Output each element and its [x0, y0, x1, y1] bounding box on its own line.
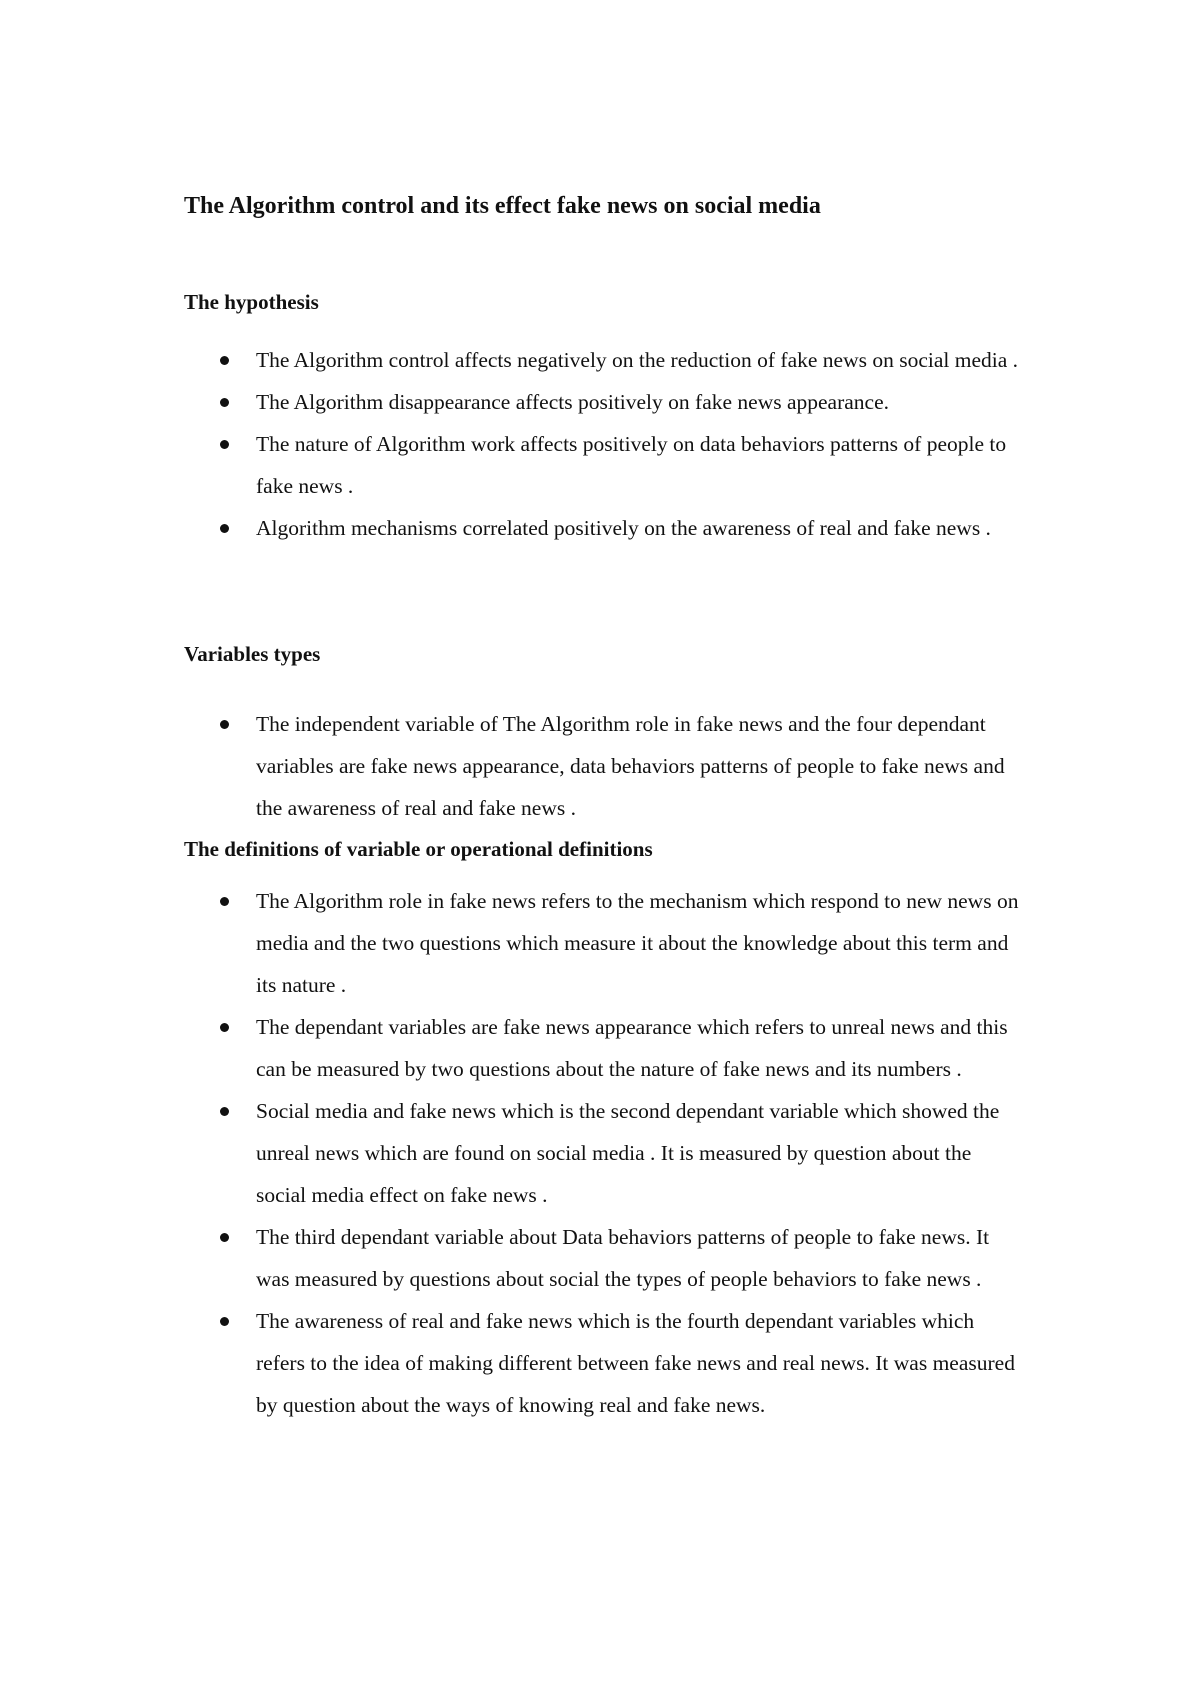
definitions-list	[0, 880, 1026, 1426]
list-item-text: The Algorithm control affects negatively on the reduction of fake news on social media .	[256, 348, 1019, 372]
bullet-icon	[220, 1233, 229, 1242]
list-item	[0, 1216, 1026, 1300]
bullet-icon	[220, 1107, 229, 1116]
document-title: The Algorithm control and its effect fake news on social media	[184, 193, 821, 219]
bullet-icon	[220, 440, 229, 449]
list-item-text: The Algorithm role in fake news refers to the mechanism which respond to new news on media and the two questions which measure it about the knowledge about this term and its nature .	[256, 889, 1019, 997]
list-item	[0, 880, 1026, 1006]
bullet-icon	[220, 897, 229, 906]
list-item-text: The third dependant variable about Data behaviors patterns of people to fake news. It was measured by questions about social the types of people behaviors to fake news .	[256, 1225, 990, 1291]
list-item	[0, 423, 1026, 507]
list-item	[0, 381, 1026, 423]
bullet-icon	[220, 720, 229, 729]
section-heading-hypothesis: The hypothesis	[184, 290, 319, 314]
list-item-text: The nature of Algorithm work affects positively on data behaviors patterns of people to fake news .	[256, 432, 1007, 498]
list-item-text: The awareness of real and fake news which is the fourth dependant variables which refers to the idea of making different between fake news and real news. It was measured by question about the ways of knowing real and fake news.	[256, 1309, 1015, 1417]
list-item-text: The Algorithm disappearance affects positively on fake news appearance.	[256, 390, 890, 414]
list-item	[0, 1090, 1026, 1216]
list-item	[0, 339, 1026, 381]
list-item	[0, 1006, 1026, 1090]
list-item	[0, 1300, 1026, 1426]
bullet-icon	[220, 1023, 229, 1032]
bullet-icon	[220, 1317, 229, 1326]
list-item	[0, 703, 1026, 829]
section-heading-variables-types: Variables types	[184, 642, 321, 666]
hypothesis-list	[0, 339, 1026, 549]
list-item-text: Algorithm mechanisms correlated positively on the awareness of real and fake news .	[256, 516, 991, 540]
list-item-text: The independent variable of The Algorithm role in fake news and the four dependant variables are fake news appearance, data behaviors patterns of people to fake news and the awareness of real and fake news .	[256, 712, 1005, 820]
section-heading-definitions: The definitions of variable or operational definitions	[184, 837, 653, 861]
bullet-icon	[220, 356, 229, 365]
list-item-text: Social media and fake news which is the second dependant variable which showed the unreal news which are found on social media . It is measured by question about the social media effect on fake news .	[256, 1099, 1000, 1207]
list-item-text: The dependant variables are fake news appearance which refers to unreal news and this can be measured by two questions about the nature of fake news and its numbers .	[256, 1015, 1008, 1081]
list-item	[0, 507, 1026, 549]
variables-types-list	[0, 703, 1026, 829]
bullet-icon	[220, 524, 229, 533]
bullet-icon	[220, 398, 229, 407]
